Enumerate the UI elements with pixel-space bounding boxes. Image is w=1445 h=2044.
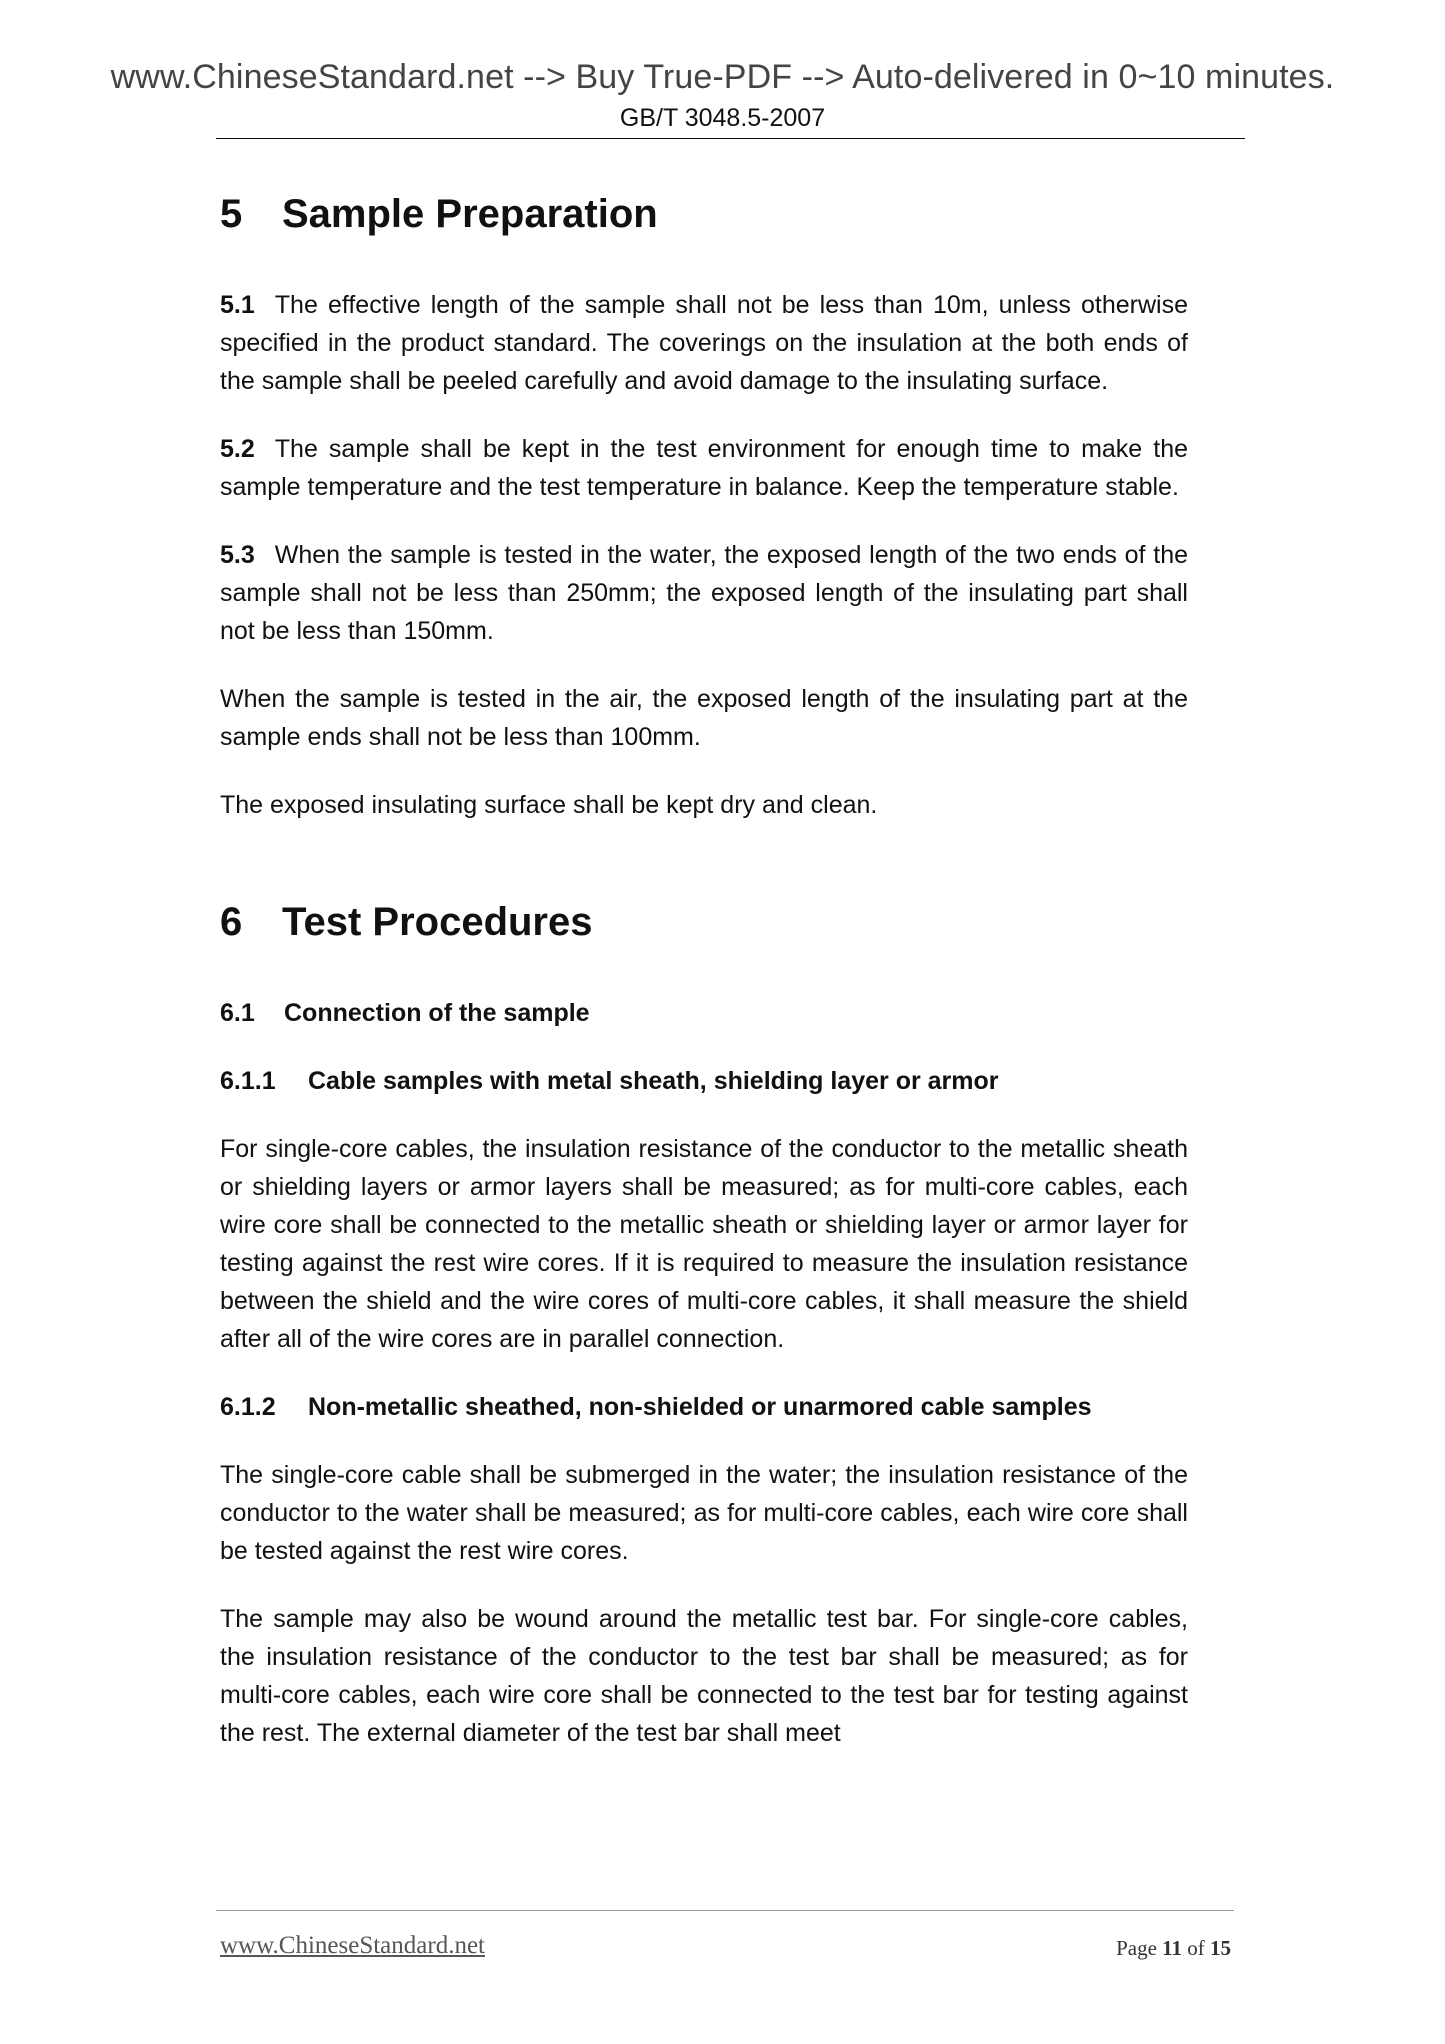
paragraph-air-test: When the sample is tested in the air, the exposed length of the insulating part at the sample ends shall not be less than 100mm. (220, 685, 1188, 751)
footer-divider (216, 1910, 1234, 1911)
page-current: 11 (1162, 1936, 1182, 1960)
clause-text: The sample shall be kept in the test environment for enough time to make the sample temperature and the test temperature in balance. Keep the temperature stable. (220, 435, 1188, 501)
page-total: 15 (1210, 1936, 1231, 1960)
page-number (1116, 1936, 1231, 1961)
subsection-number: 6.1 (220, 999, 255, 1027)
clause-5-1 (220, 286, 1188, 400)
section-heading-6 (220, 898, 1188, 946)
subsection-title: Connection of the sample (284, 999, 590, 1027)
standard-code: GB/T 3048.5-2007 (619, 104, 826, 132)
page-word: Page (1116, 1936, 1157, 1960)
header-divider (216, 138, 1245, 139)
section-number: 6 (220, 900, 243, 944)
subsubsection-heading-6-1-1 (220, 1062, 1188, 1100)
subsection-heading-6-1 (220, 994, 1188, 1032)
page-of: of (1187, 1936, 1205, 1960)
clause-text: The effective length of the sample shall not be less than 10m, unless otherwise specified in the product standard. The coverings on the insulation at the both ends of the sample shall be peeled carefully and avoid damage to the insulating surface. (220, 291, 1188, 395)
clause-5-3 (220, 536, 1188, 650)
subsubsection-title: Non-metallic sheathed, non-shielded or unarmored cable samples (308, 1393, 1092, 1421)
clause-number: 5.2 (220, 435, 255, 463)
paragraph-dry-clean: The exposed insulating surface shall be kept dry and clean. (220, 791, 878, 819)
section-title: Sample Preparation (282, 192, 658, 236)
clause-number: 5.3 (220, 541, 255, 569)
paragraph-6-1-2-b: The sample may also be wound around the metallic test bar. For single-core cables, the insulation resistance of the conductor to the test bar shall be measured; as for multi-core cables, each wire core shall be connected to the test bar for testing against the rest. The external diameter of the test bar shall meet (220, 1605, 1188, 1747)
paragraph-6-1-1: For single-core cables, the insulation resistance of the conductor to the metallic sheath or shielding layers or armor layers shall be measured; as for multi-core cables, each wire core shall be connected to the metallic sheath or shielding layer or armor layer for testing against the rest wire cores. If it is required to measure the insulation resistance between the shield and the wire cores of multi-core cables, it shall measure the shield after all of the wire cores are in parallel connection. (220, 1135, 1188, 1353)
subsubsection-heading-6-1-2 (220, 1388, 1188, 1426)
promo-banner: www.ChineseStandard.net --> Buy True-PDF --> Auto-delivered in 0~10 minutes. (110, 58, 1335, 96)
subsubsection-number: 6.1.2 (220, 1393, 276, 1421)
subsubsection-number: 6.1.1 (220, 1067, 276, 1095)
clause-5-2 (220, 430, 1188, 506)
clause-number: 5.1 (220, 291, 255, 319)
section-title: Test Procedures (282, 900, 593, 944)
subsubsection-title: Cable samples with metal sheath, shielding layer or armor (308, 1067, 999, 1095)
section-heading-5 (220, 190, 1188, 238)
clause-text: When the sample is tested in the water, the exposed length of the two ends of the sample shall not be less than 250mm; the exposed length of the insulating part shall not be less than 150mm. (220, 541, 1188, 645)
footer-site-link[interactable]: www.ChineseStandard.net (220, 1932, 485, 1959)
paragraph-6-1-2-a: The single-core cable shall be submerged in the water; the insulation resistance of the conductor to the water shall be measured; as for multi-core cables, each wire core shall be tested against the rest wire cores. (220, 1461, 1188, 1565)
section-number: 5 (220, 192, 243, 236)
page-content (220, 190, 1188, 1782)
